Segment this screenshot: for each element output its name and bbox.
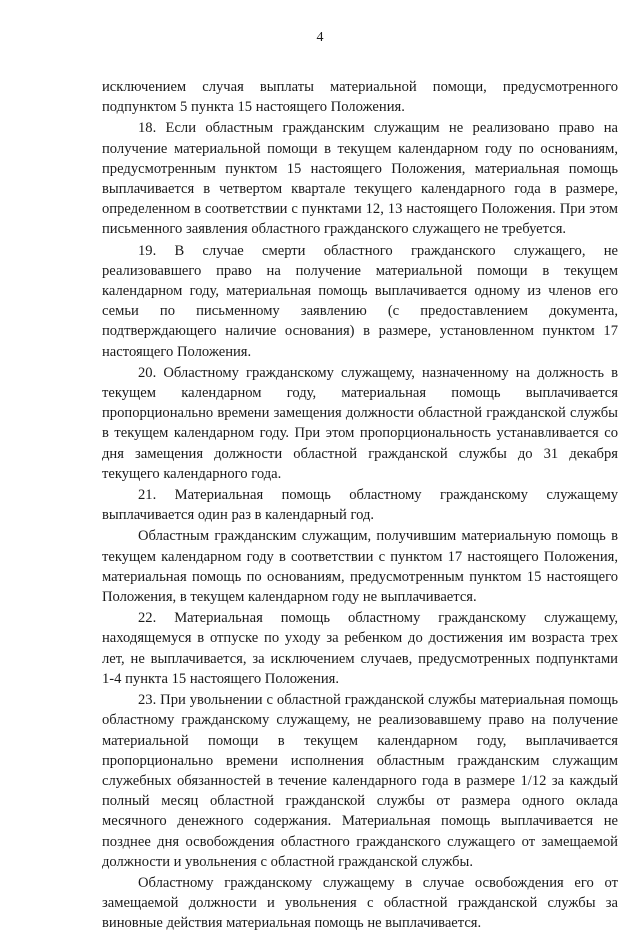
- paragraph-18: 18. Если областным гражданским служащим не реализовано право на получение материальной помощи в текущем календарном году по основаниям, предусмотренным пунктом 15 настоящего Положения, материальная помощь выплачивается в четвертом квартале текущего календарного года в размере, определенном в соответствии с пунктами 12, 13 настоящего Положения. При этом письменного заявления областного гражданского служащего не требуется.: [102, 120, 618, 238]
- paragraph-continuation: исключением случая выплаты материальной помощи, предусмотренного подпунктом 5 пункта 15 настоящего Положения.: [102, 79, 618, 116]
- paragraph-23-continued: Областному гражданскому служащему в случае освобождения его от замещаемой должности и увольнения с областной гражданской службы за виновные действия материальная помощь не выплачивается.: [102, 874, 618, 932]
- paragraph-22: 22. Материальная помощь областному гражданскому служащему, находящемуся в отпуске по уходу за ребенком до достижения им возраста трех лет, не выплачивается, за исключением случаев, предусмотренных подпунктами 1-4 пункта 15 настоящего Положения.: [102, 610, 618, 687]
- paragraph-23: 23. При увольнении с областной гражданской службы материальная помощь областному гражданскому служащему, не реализовавшему право на получение материальной помощи в текущем календарном году, выплачивается пропорционально времени исполнения областным гражданским служащим служебных обязанностей в течение календарного года в размере 1/12 за каждый полный месяц областной гражданской службы от размера одного оклада месячного денежного содержания. Материальная помощь выплачивается не позднее дня освобождения областного гражданского служащего от замещаемой должности и увольнения с областной гражданской службы.: [102, 692, 618, 870]
- paragraph-21-continued: Областным гражданским служащим, получившим материальную помощь в текущем календарном году в соответствии с пунктом 17 настоящего Положения, материальная помощь по основаниям, предусмотренным пунктом 15 настоящего Положения, в текущем календарном году не выплачивается.: [102, 528, 618, 606]
- document-body: [102, 77, 618, 935]
- paragraph-21: 21. Материальная помощь областному гражданскому служащему выплачивается один раз в календарный год.: [102, 487, 618, 524]
- paragraph-19: 19. В случае смерти областного гражданского служащего, не реализовавшего право на получение материальной помощи в текущем календарном году, материальная помощь выплачивается одному из членов его семьи по письменному заявлению (с предоставлением документа, подтверждающего наличие основания) в размере, установленном пунктом 17 настоящего Положения.: [102, 242, 618, 360]
- paragraph-20: 20. Областному гражданскому служащему, назначенному на должность в текущем календарном году, материальная помощь выплачивается пропорционально времени замещения должности областной гражданской службы в текущем календарном году. При этом пропорциональность устанавливается со дня замещения должности областной гражданской службы до 31 декабря текущего календарного года.: [102, 364, 618, 482]
- page-number: 4: [316, 30, 324, 45]
